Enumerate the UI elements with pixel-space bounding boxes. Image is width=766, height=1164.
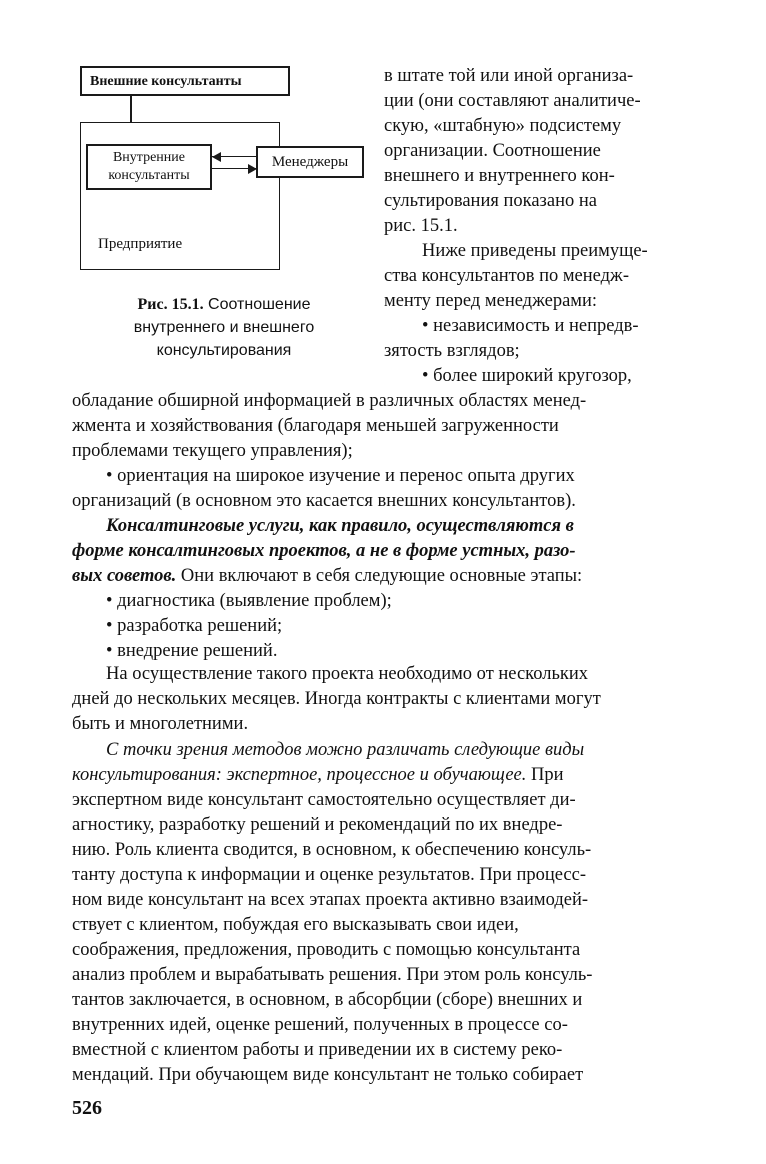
text-line: в штате той или иной организа- xyxy=(384,66,634,86)
caption-line3: консультирования xyxy=(156,342,292,359)
text-line: На осуществление такого проекта необходимо от нескольких xyxy=(106,664,589,684)
caption-line1: Соотношение xyxy=(208,296,311,313)
bullet-line: • внедрение решений. xyxy=(106,641,278,661)
caption-line2: внутреннего и внешнего xyxy=(133,319,315,336)
text-line: жмента и хозяйствования (благодаря меньшей загруженности xyxy=(72,416,559,436)
internal-consultants-label-line2: консультанты xyxy=(108,168,190,183)
text-line: тантов заключается, в основном, в абсорбции (сборе) внешних и xyxy=(72,990,583,1010)
text-line: скую, «штабную» подсистему xyxy=(384,116,622,136)
text-line: организаций (в основном это касается внешних консультантов). xyxy=(72,491,576,511)
enterprise-label: Предприятие xyxy=(98,236,183,252)
italic-line: Консалтинговые услуги, как правило, осуществляются в xyxy=(106,516,574,536)
managers-box xyxy=(256,146,364,178)
bullet-line: • разработка решений; xyxy=(106,616,283,636)
bullet-line: • диагностика (выявление проблем); xyxy=(106,591,392,611)
text-line: дней до нескольких месяцев. Иногда контракты с клиентами могут xyxy=(72,689,601,709)
managers-label: Менеджеры xyxy=(271,153,349,170)
text-line: При xyxy=(526,765,564,785)
bullet-line: • ориентация на широкое изучение и перенос опыта других xyxy=(106,466,575,486)
text-line: ства консультантов по менедж- xyxy=(384,266,629,286)
text-line: ном виде консультант на всех этапах проекта активно взаимодей- xyxy=(72,890,589,910)
body-text-block xyxy=(72,389,700,514)
text-line: танту доступа к информации и оценке результатов. При процесс- xyxy=(72,865,587,885)
bullet-line: • более широкий кругозор, xyxy=(422,366,632,386)
text-line: организации. Соотношение xyxy=(384,141,601,161)
italic-line: С точки зрения методов можно различать следующие виды xyxy=(106,740,585,760)
figure-caption xyxy=(76,293,372,362)
arrowhead-left-icon xyxy=(212,152,221,162)
methods-paragraph xyxy=(72,738,700,1088)
right-column-text xyxy=(384,64,698,389)
text-line: вместной с клиентом работы и приведении их в систему реко- xyxy=(72,1040,563,1060)
italic-line: консультирования: экспертное, процессное и обучающее. xyxy=(72,765,527,785)
text-line: быть и многолетними. xyxy=(72,714,249,734)
bullet-line: • независимость и непредв- xyxy=(422,316,639,336)
text-line: сультирования показано на xyxy=(384,191,597,211)
text-line: менту перед менеджерами: xyxy=(384,291,598,311)
italic-line: вых советов. xyxy=(72,566,177,586)
text-line: нию. Роль клиента сводится, в основном, к обеспечению консуль- xyxy=(72,840,592,860)
text-line: ции (они составляют аналитиче- xyxy=(384,91,641,111)
text-line: рис. 15.1. xyxy=(384,216,458,236)
italic-paragraph xyxy=(72,514,700,664)
external-consultants-label: Внешние консультанты xyxy=(90,73,242,89)
internal-consultants-box xyxy=(86,144,212,190)
text-line: соображения, предложения, проводить с помощью консультанта xyxy=(72,940,581,960)
italic-line: форме консалтинговых проектов, а не в форме устных, разо- xyxy=(72,541,576,561)
internal-consultants-label-line1: Внутренние xyxy=(112,150,185,165)
text-line: зятость взглядов; xyxy=(384,341,520,361)
text-line: экспертном виде консультант самостоятельно осуществляет ди- xyxy=(72,790,576,810)
text-line: агностику, разработку решений и рекомендаций по их внедре- xyxy=(72,815,563,835)
page-number: 526 xyxy=(72,1097,102,1119)
text-line: ствует с клиентом, побуждая его высказывать свои идеи, xyxy=(72,915,519,935)
text-line: внешнего и внутреннего кон- xyxy=(384,166,615,186)
text-line: анализ проблем и вырабатывать решения. При этом роль консуль- xyxy=(72,965,593,985)
text-line: внутренних идей, оценке решений, полученных в процессе со- xyxy=(72,1015,568,1035)
text-line: проблемами текущего управления); xyxy=(72,441,353,461)
text-line: Они включают в себя следующие основные этапы: xyxy=(176,566,583,586)
caption-prefix: Рис. 15.1. xyxy=(137,296,204,313)
external-consultants-box xyxy=(80,66,290,96)
text-line: обладание обширной информацией в различных областях менед- xyxy=(72,391,587,411)
text-line: Ниже приведены преимуще- xyxy=(422,241,648,261)
text-line: мендаций. При обучающем виде консультант не только собирает xyxy=(72,1065,584,1085)
duration-paragraph xyxy=(72,662,700,737)
consulting-diagram xyxy=(72,60,372,285)
